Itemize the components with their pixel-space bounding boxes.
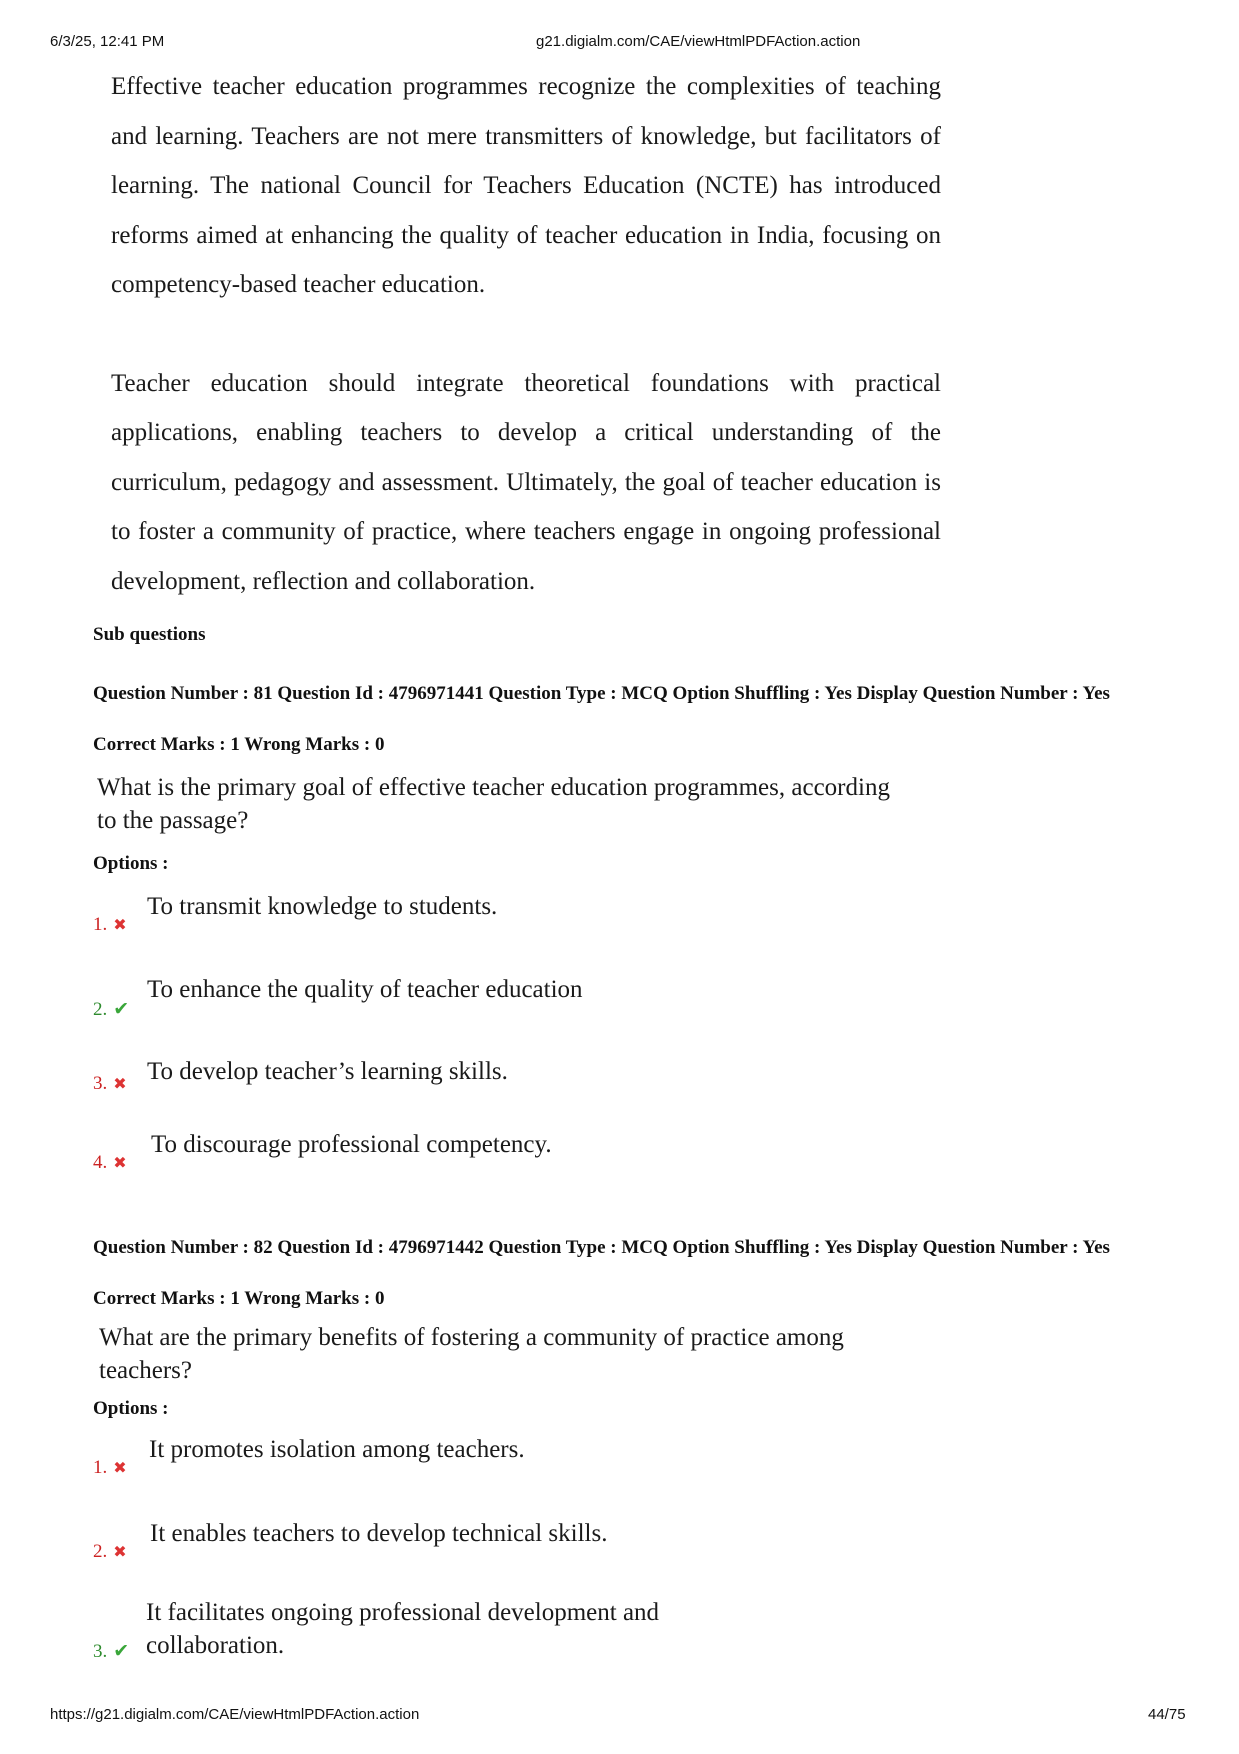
passage-paragraph-1: Effective teacher education programmes recognize the complexities of teaching and learning. Teachers are not mere transmitters of knowledge, but facilitators of learning. The national Council for Teachers Education (NCTE) has introduced reforms aimed at enhancing the quality of teacher education in India, focusing on competency-based teacher education. xyxy=(111,73,941,298)
question-82-options-label: Options : xyxy=(93,1398,169,1419)
header-url: g21.digialm.com/CAE/viewHtmlPDFAction.action xyxy=(536,33,861,50)
q81-option-3-number xyxy=(93,1073,127,1095)
q82-option-1-number xyxy=(93,1457,127,1479)
q82-option-3-text: It facilitates ongoing professional development and collaboration. xyxy=(146,1599,660,1659)
check-icon: ✔ xyxy=(113,999,130,1020)
question-81-text: What is the primary goal of effective teacher education programmes, according to the passage? xyxy=(97,774,890,834)
cross-icon: ✖ xyxy=(113,1155,127,1172)
cross-icon: ✖ xyxy=(113,1544,127,1561)
q81-option-1-text: To transmit knowledge to students. xyxy=(147,893,498,920)
q82-option-1-text: It promotes isolation among teachers. xyxy=(149,1436,525,1463)
question-81-options-label: Options : xyxy=(93,853,169,874)
footer-url: https://g21.digialm.com/CAE/viewHtmlPDFAction.action xyxy=(50,1706,420,1723)
option-number: 4. xyxy=(93,1152,108,1173)
passage-paragraph-2: Teacher education should integrate theoretical foundations with practical applications, enabling teachers to develop a critical understanding of the curriculum, pedagogy and assessment. Ultimately, the goal of teacher education is to foster a community of practice, where teachers engage in ongoing professional development, reflection and collaboration. xyxy=(111,369,941,595)
option-number: 3. xyxy=(93,1641,108,1662)
q81-option-1-number xyxy=(93,914,127,936)
q81-option-2-number xyxy=(93,998,129,1021)
sub-questions-label: Sub questions xyxy=(93,624,206,645)
option-number: 1. xyxy=(93,914,108,935)
q81-option-2-text: To enhance the quality of teacher education xyxy=(147,976,583,1003)
q81-option-4-number xyxy=(93,1152,127,1174)
cross-icon: ✖ xyxy=(113,1076,127,1093)
print-datetime: 6/3/25, 12:41 PM xyxy=(50,33,165,50)
check-icon: ✔ xyxy=(113,1641,130,1662)
option-number: 3. xyxy=(93,1073,108,1094)
q82-option-2-text: It enables teachers to develop technical skills. xyxy=(150,1520,608,1547)
question-81-meta: Question Number : 81 Question Id : 4796971441 Question Type : MCQ Option Shuffling : Yes Display Question Number : Yes xyxy=(93,683,1110,704)
question-82-marks: Correct Marks : 1 Wrong Marks : 0 xyxy=(93,1288,385,1309)
option-number: 2. xyxy=(93,999,108,1020)
comprehension-passage xyxy=(111,62,941,606)
question-82-text: What are the primary benefits of fostering a community of practice among teachers? xyxy=(99,1324,844,1384)
q81-option-3-text: To develop teacher’s learning skills. xyxy=(147,1058,508,1085)
page-number: 44/75 xyxy=(1148,1706,1186,1723)
cross-icon: ✖ xyxy=(113,1460,127,1477)
q82-option-2-number xyxy=(93,1541,127,1563)
q82-option-3-number xyxy=(93,1640,129,1663)
cross-icon: ✖ xyxy=(113,917,127,934)
question-82-meta: Question Number : 82 Question Id : 4796971442 Question Type : MCQ Option Shuffling : Yes Display Question Number : Yes xyxy=(93,1237,1110,1258)
q81-option-4-text: To discourage professional competency. xyxy=(151,1131,552,1158)
option-number: 1. xyxy=(93,1457,108,1478)
question-81-marks: Correct Marks : 1 Wrong Marks : 0 xyxy=(93,734,385,755)
option-number: 2. xyxy=(93,1541,108,1562)
